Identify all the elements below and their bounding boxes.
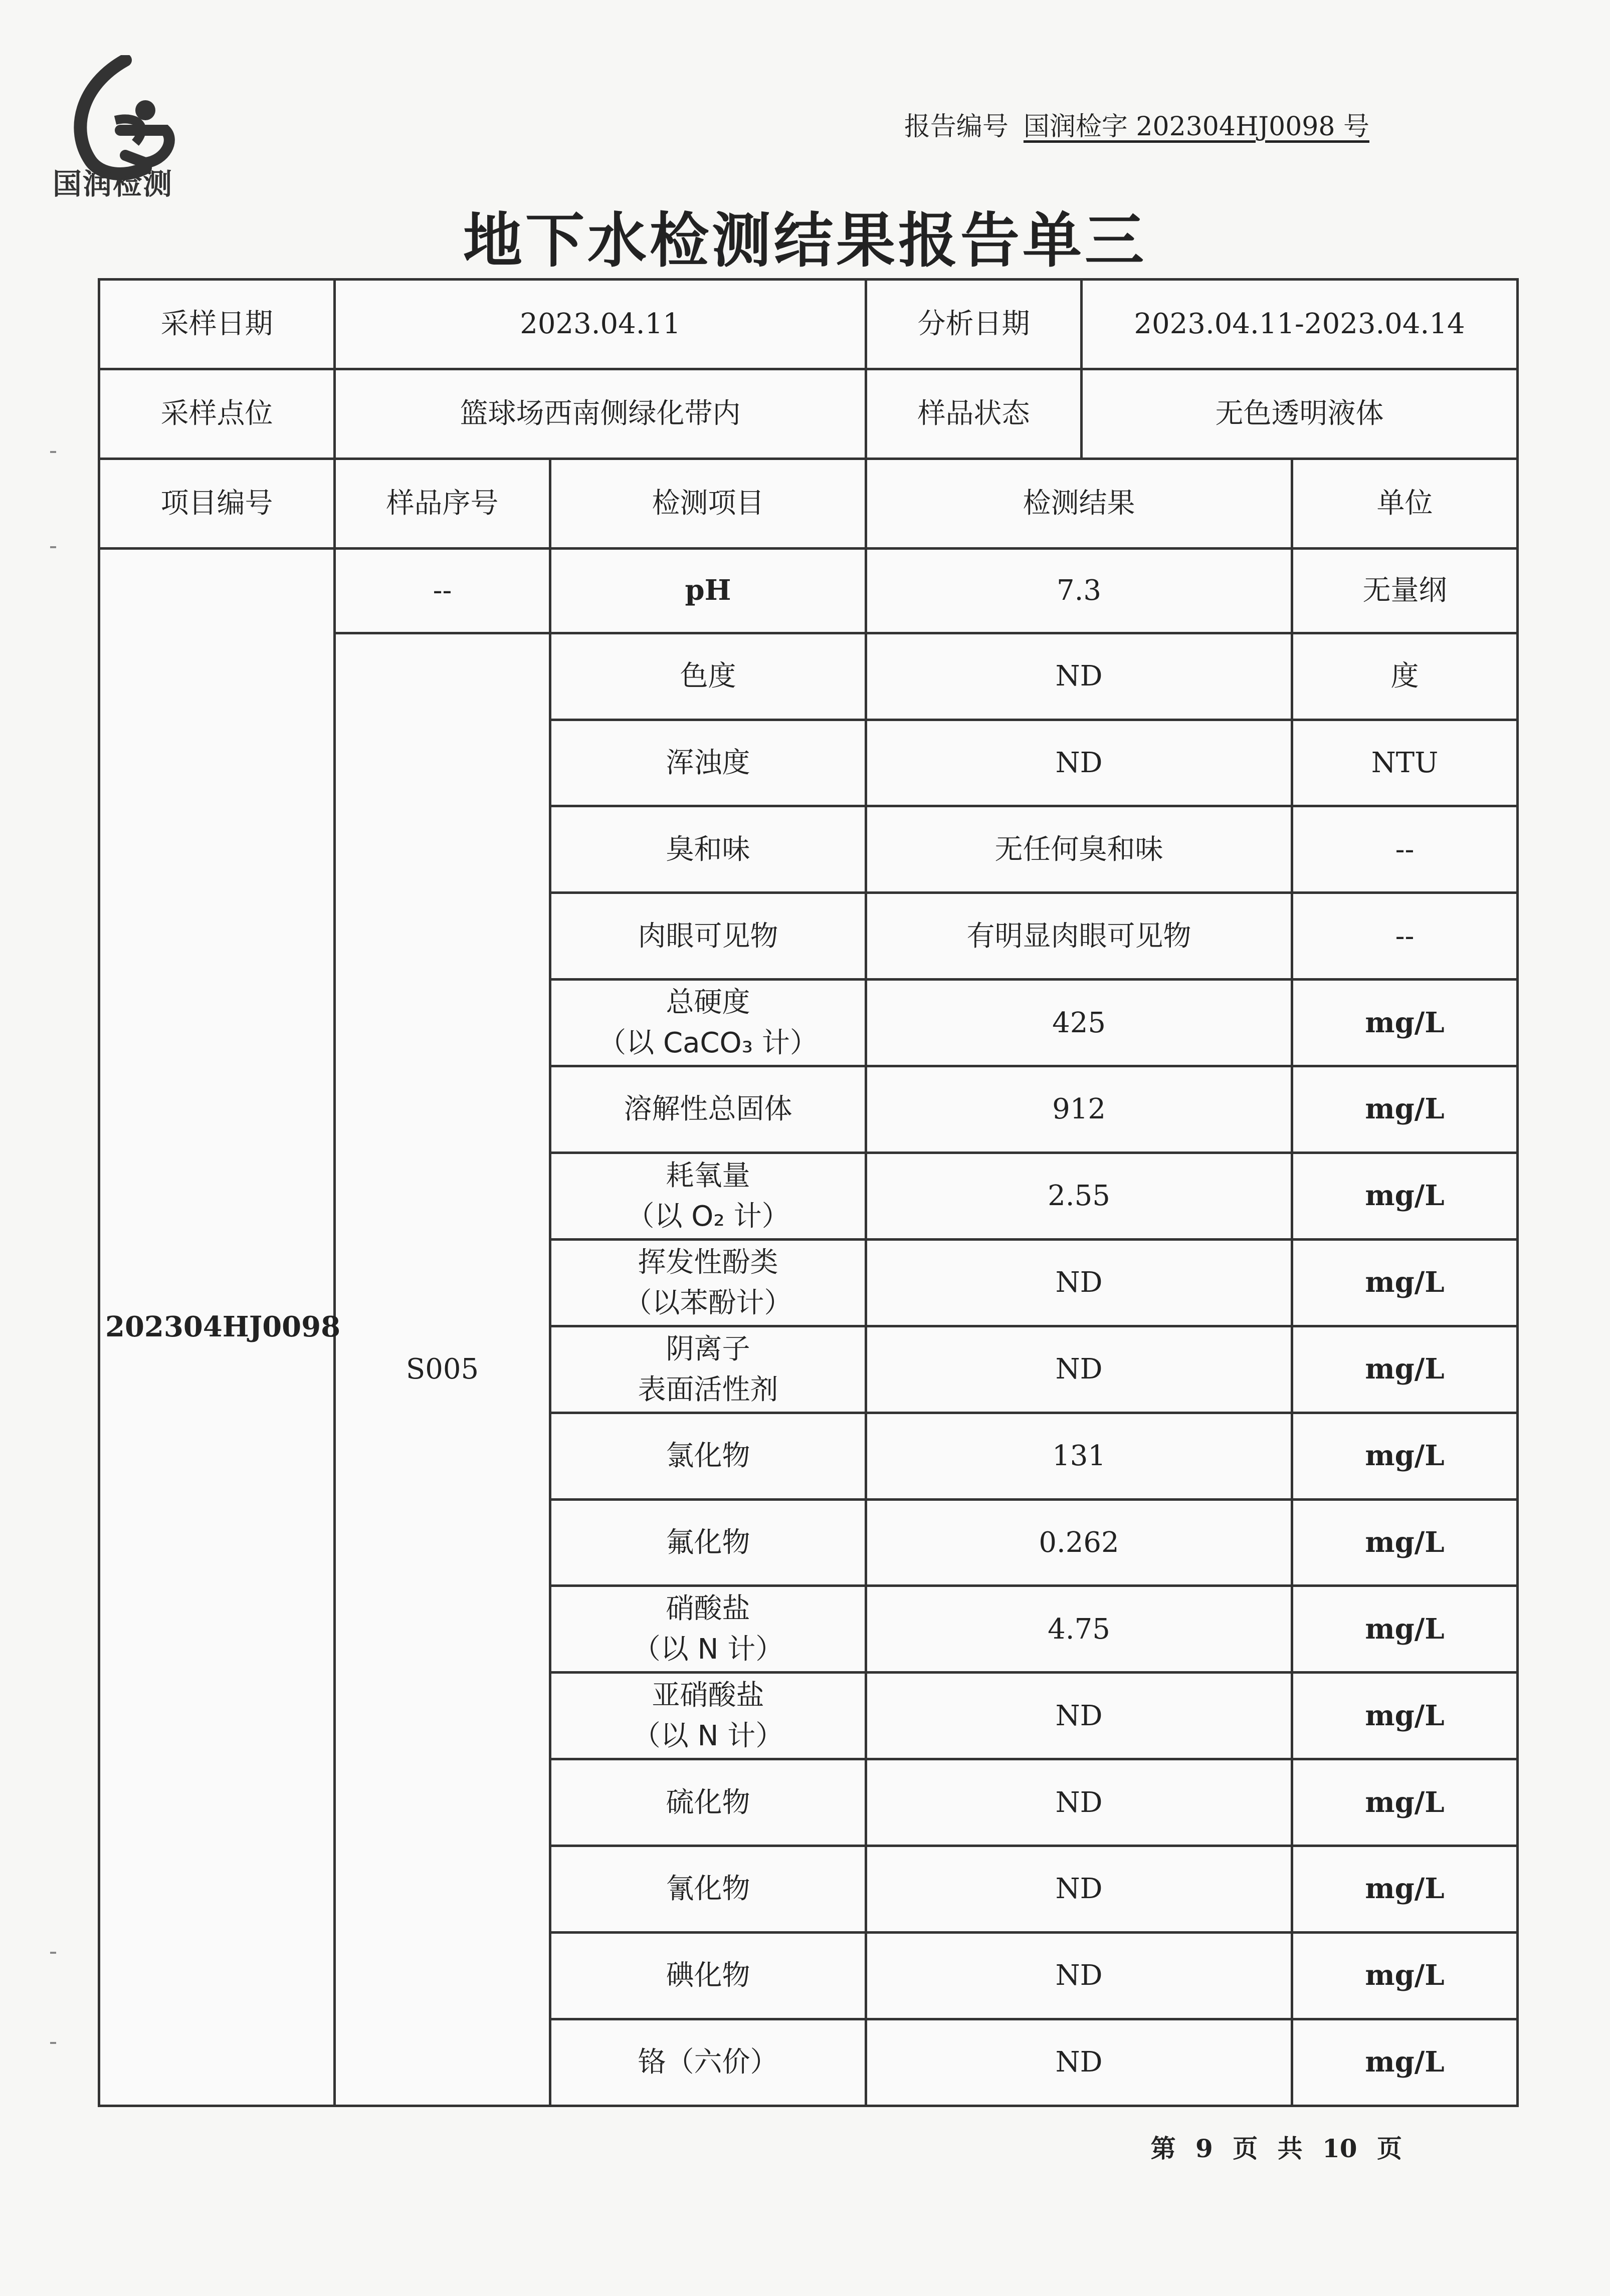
unit-cell: mg/L — [1292, 1933, 1518, 2019]
item-line-1: 挥发性酚类 — [638, 1246, 778, 1279]
analysis-date-label: 分析日期 — [866, 280, 1082, 369]
scan-mark — [50, 2042, 56, 2044]
ph-item: pH — [550, 548, 866, 633]
unit-cell: mg/L — [1292, 1759, 1518, 1846]
col-unit: 单位 — [1292, 458, 1518, 548]
ph-sample: -- — [335, 548, 550, 633]
unit-cell: mg/L — [1292, 1239, 1518, 1326]
sampling-point: 篮球场西南侧绿化带内 — [335, 369, 866, 458]
item-cell: 氟化物 — [550, 1499, 866, 1586]
sampling-date-label: 采样日期 — [99, 280, 335, 369]
item-line-2: 表面活性剂 — [638, 1373, 778, 1406]
column-header-row — [99, 458, 1518, 548]
info-row-sampling-date — [99, 280, 1518, 369]
item-cell — [550, 1326, 866, 1413]
result-cell: 2.55 — [866, 1153, 1292, 1239]
sample-state: 无色透明液体 — [1082, 369, 1518, 458]
unit-cell: mg/L — [1292, 1413, 1518, 1499]
item-cell: 氯化物 — [550, 1413, 866, 1499]
item-line-1: 硝酸盐 — [666, 1592, 750, 1626]
scan-mark — [50, 1952, 56, 1954]
unit-cell: mg/L — [1292, 1326, 1518, 1413]
item-cell: 氰化物 — [550, 1846, 866, 1933]
table-row-ph — [99, 548, 1518, 633]
item-cell: 硫化物 — [550, 1759, 866, 1846]
result-cell: 425 — [866, 980, 1292, 1066]
report-number — [904, 105, 1369, 143]
result-cell: 912 — [866, 1066, 1292, 1153]
unit-cell: mg/L — [1292, 980, 1518, 1066]
report-number-value: 国润检字 202304HJ0098 号 — [1023, 112, 1369, 142]
col-sample-no: 样品序号 — [335, 458, 550, 548]
item-line-1: 总硬度 — [666, 986, 750, 1019]
result-cell: ND — [866, 1326, 1292, 1413]
unit-cell: mg/L — [1292, 1673, 1518, 1759]
scan-mark — [50, 546, 56, 548]
result-cell: 131 — [866, 1413, 1292, 1499]
unit-cell: mg/L — [1292, 1846, 1518, 1933]
item-cell: 溶解性总固体 — [550, 1066, 866, 1153]
page-title: 地下水检测结果报告单三 — [463, 206, 1147, 275]
unit-cell: mg/L — [1292, 2019, 1518, 2106]
item-line-1: 亚硝酸盐 — [652, 1679, 764, 1712]
item-line-2: （以 CaCO₃ 计） — [598, 1027, 818, 1060]
result-cell: 无任何臭和味 — [866, 806, 1292, 893]
unit-cell: 度 — [1292, 633, 1518, 720]
item-cell — [550, 1673, 866, 1759]
item-cell: 色度 — [550, 633, 866, 720]
ph-result: 7.3 — [866, 548, 1292, 633]
item-line-1: 耗氧量 — [666, 1159, 750, 1192]
unit-cell: mg/L — [1292, 1066, 1518, 1153]
item-cell — [550, 1153, 866, 1239]
item-cell: 碘化物 — [550, 1933, 866, 2019]
col-project-no: 项目编号 — [99, 458, 335, 548]
result-cell: 有明显肉眼可见物 — [866, 893, 1292, 980]
result-cell: 4.75 — [866, 1586, 1292, 1673]
item-cell: 浑浊度 — [550, 720, 866, 806]
result-cell: ND — [866, 633, 1292, 720]
analysis-date: 2023.04.11-2023.04.14 — [1082, 280, 1518, 369]
info-row-sampling-point — [99, 369, 1518, 458]
item-line-2: （以 N 计） — [632, 1720, 784, 1753]
report-number-label: 报告编号 — [904, 112, 1009, 142]
sample-state-label: 样品状态 — [866, 369, 1082, 458]
result-cell: ND — [866, 1759, 1292, 1846]
item-line-2: （以 O₂ 计） — [626, 1200, 790, 1233]
sampling-date: 2023.04.11 — [335, 280, 866, 369]
col-item: 检测项目 — [550, 458, 866, 548]
unit-cell: mg/L — [1292, 1586, 1518, 1673]
unit-cell: -- — [1292, 806, 1518, 893]
project-number-cell: 202304HJ0098 — [99, 548, 335, 2106]
result-cell: ND — [866, 1673, 1292, 1759]
item-cell — [550, 980, 866, 1066]
page-footer: 第 9 页 共 10 页 — [1150, 2134, 1402, 2163]
ph-unit: 无量纲 — [1292, 548, 1518, 633]
col-result: 检测结果 — [866, 458, 1292, 548]
sample-number-cell: S005 — [335, 633, 550, 2106]
unit-cell: mg/L — [1292, 1153, 1518, 1239]
result-cell: 0.262 — [866, 1499, 1292, 1586]
unit-cell: mg/L — [1292, 1499, 1518, 1586]
item-line-2: （以 N 计） — [632, 1633, 784, 1666]
result-cell: ND — [866, 2019, 1292, 2106]
result-cell: ND — [866, 1846, 1292, 1933]
item-cell: 铬（六价） — [550, 2019, 866, 2106]
unit-cell: -- — [1292, 893, 1518, 980]
unit-cell: NTU — [1292, 720, 1518, 806]
item-cell — [550, 1239, 866, 1326]
sampling-point-label: 采样点位 — [99, 369, 335, 458]
logo-text: 国润检测 — [53, 167, 173, 201]
result-cell: ND — [866, 720, 1292, 806]
result-cell: ND — [866, 1933, 1292, 2019]
results-table — [98, 278, 1519, 2107]
item-cell — [550, 1586, 866, 1673]
item-cell: 肉眼可见物 — [550, 893, 866, 980]
item-line-1: 阴离子 — [666, 1332, 750, 1365]
item-cell: 臭和味 — [550, 806, 866, 893]
scan-mark — [50, 451, 56, 453]
result-cell: ND — [866, 1239, 1292, 1326]
item-line-2: （以苯酚计） — [624, 1286, 792, 1319]
